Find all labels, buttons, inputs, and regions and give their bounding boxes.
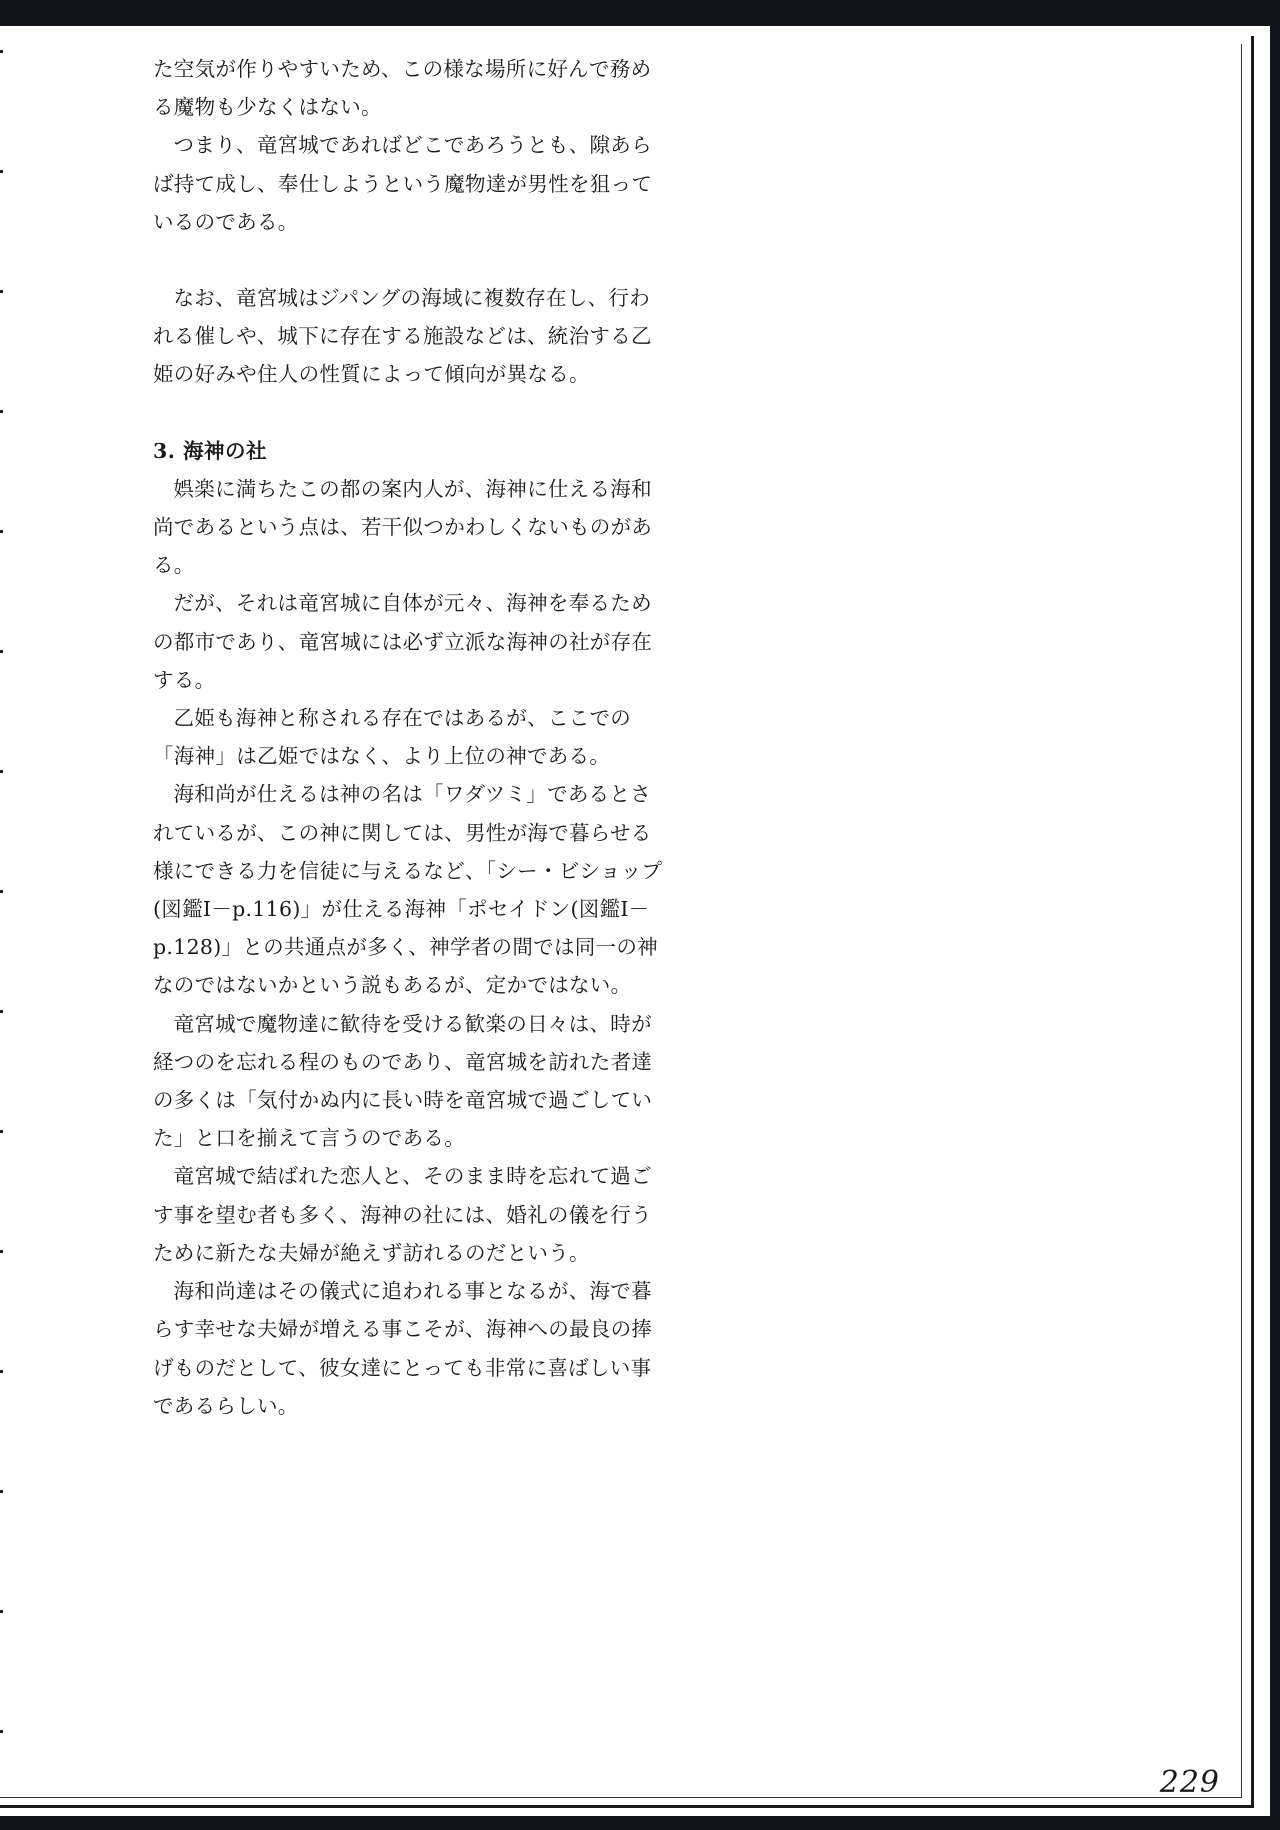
paragraph: つまり、竜宮城であればどこであろうとも、隙あらば持て成し、奉仕しようという魔物達が男性を狙っているのである。 [153, 133, 653, 234]
paragraph: 海和尚達はその儀式に追われる事となるが、海で暮らす幸せな夫婦が増える事こそが、海神への最良の捧げものだとして、彼女達にとっても非常に喜ばしい事であるらしい。 [153, 1279, 653, 1418]
paragraph: 竜宮城で結ばれた恋人と、そのまま時を忘れて過ごす事を望む者も多く、海神の社には、婚礼の儀を行うために新たな夫婦が絶えず訪れるのだという。 [153, 1164, 652, 1265]
paragraph: 乙姫も海神と称される存在ではあるが、ここでの「海神」は乙姫ではなく、より上位の神である。 [153, 706, 632, 769]
scan-bottom-edge [0, 1816, 1280, 1830]
paragraph: だが、それは竜宮城に自体が元々、海神を奉るための都市であり、竜宮城には必ず立派な海神の社が存在する。 [153, 591, 653, 692]
paragraph: 娯楽に満ちたこの都の案内人が、海神に仕える海和尚であるという点は、若干似つかわしくないものがある。 [153, 476, 653, 578]
binding-margin-marks [0, 40, 6, 1800]
paragraph: 竜宮城で魔物達に歓待を受ける歓楽の日々は、時が経つのを忘れる程のものであり、竜宮城を訪れた者達の多くは「気付かぬ内に長い時を竜宮城で過ごしていた」と口を揃えて言うのである。 [153, 1011, 653, 1151]
page-number: 229 [1159, 1765, 1220, 1800]
scan-right-edge [1270, 0, 1280, 1830]
paragraph: た空気が作りやすいため、この様な場所に好んで務める魔物も少なくはない。 [153, 57, 652, 120]
body-text [153, 50, 663, 1425]
paragraph: なお、竜宮城はジパングの海域に複数存在し、行われる催しや、城下に存在する施設などは、統治する乙姫の好みや住人の性質によって傾向が異なる。 [153, 286, 652, 387]
paragraph: 海和尚が仕えるは神の名は「ワダツミ」であるとされているが、この神に関しては、男性が海で暮らせる様にできる力を信徒に与えるなど、「シー・ビショップ(図鑑Ⅰ－p.116)」が仕える海神「ポセイドン(図鑑Ⅰ－p.128)」との共通点が多く、神学者の間では同一の神なのではないかという説もあるが、定かではない。 [153, 782, 663, 998]
section-heading: 3. 海神の社 [153, 438, 268, 463]
scan-top-edge [0, 0, 1280, 26]
